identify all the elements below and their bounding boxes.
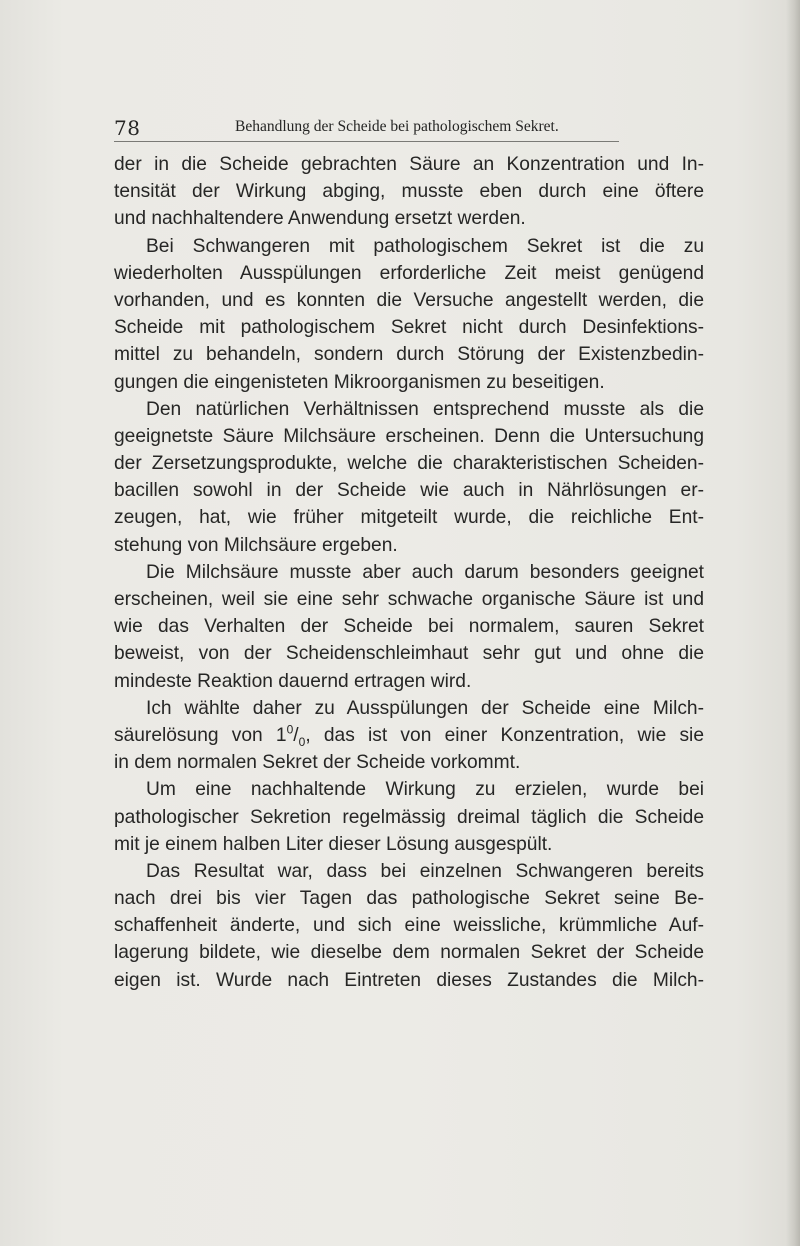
text-line: erscheinen, weil sie eine sehr schwache organische Säure ist und [114, 589, 704, 610]
text-line: schaffenheit änderte, und sich eine weissliche, krümmliche Auf- [114, 915, 704, 937]
paragraph [114, 559, 704, 695]
text-line: gungen die eingenisteten Mikroorganismen zu beseitigen. [114, 371, 605, 393]
text-line: Bei Schwangeren mit pathologischem Sekret ist die zu [146, 235, 704, 257]
text-line: pathologischer Sekretion regelmässig dreimal täglich die Scheide [114, 806, 704, 828]
text-line: Den natürlichen Verhältnissen entsprechend musste als die [146, 398, 704, 420]
percent-sup: 0 [286, 722, 294, 737]
paragraph [114, 695, 704, 777]
text-line: der Zersetzungsprodukte, welche die charakteristischen Scheiden- [114, 453, 704, 475]
paragraph [114, 858, 704, 994]
text-line: eigen ist. Wurde nach Eintreten dieses Zustandes die Milch- [114, 969, 704, 991]
text-line: Das Resultat war, dass bei einzelnen Schwangeren bereits [146, 860, 704, 882]
percent-sub: 0 [298, 734, 306, 749]
text-line-percent [114, 722, 704, 749]
percent-slash: / [293, 724, 299, 746]
text-line: beweist, von der Scheidenschleimhaut sehr gut und ohne die [114, 643, 704, 665]
text-line: lagerung bildete, wie dieselbe dem normalen Sekret der Scheide [114, 942, 704, 964]
running-head: Behandlung der Scheide bei pathologischem Sekret. [235, 118, 559, 135]
paragraph [114, 776, 704, 858]
header-rule [114, 141, 619, 142]
paragraph [114, 233, 704, 396]
text-line: zeugen, hat, wie früher mitgeteilt wurde, die reichliche Ent- [114, 507, 704, 529]
paragraph [114, 151, 704, 233]
text-line: geeignetste Säure Milchsäure erscheinen. Denn die Untersuchung [114, 425, 704, 447]
text-line: nach drei bis vier Tagen das pathologische Sekret seine Be- [114, 888, 704, 910]
text-line: wiederholten Ausspülungen erforderliche Zeit meist genügend [114, 262, 704, 284]
text-line: stehung von Milchsäure ergeben. [114, 534, 398, 556]
text-line: mittel zu behandeln, sondern durch Störung der Existenzbedin- [114, 344, 704, 366]
text-line: Ich wählte daher zu Ausspülungen der Scheide eine Milch- [146, 697, 704, 719]
text-line: Die Milchsäure musste aber auch darum besonders geeignet [146, 561, 704, 583]
text-line: mit je einem halben Liter dieser Lösung ausgespült. [114, 833, 553, 855]
text-line: der in die Scheide gebrachten Säure an Konzentration und In- [114, 154, 704, 175]
text-line: Um eine nachhaltende Wirkung zu erzielen, wurde bei [146, 779, 704, 801]
paragraph [114, 396, 704, 559]
page-header [114, 112, 614, 142]
body-text [114, 151, 704, 994]
text-line: in dem normalen Sekret der Scheide vorkommt. [114, 752, 521, 774]
text-line: vorhanden, und es konnten die Versuche angestellt werden, die [114, 289, 704, 311]
page-edge-shadow [786, 0, 800, 1246]
text-line: Scheide mit pathologischem Sekret nicht durch Desinfektions- [114, 317, 704, 339]
text-line: und nachhaltendere Anwendung ersetzt werden. [114, 208, 526, 230]
text-line: mindeste Reaktion dauernd ertragen wird. [114, 670, 472, 692]
page-number: 78 [114, 116, 141, 140]
text-line: tensität der Wirkung abging, musste eben durch eine öftere [114, 181, 704, 203]
text-line: wie das Verhalten der Scheide bei normalem, sauren Sekret [114, 616, 704, 638]
text-fragment: , das ist von einer Konzentration, wie sie [305, 724, 704, 746]
text-fragment: säurelösung von 1 [114, 724, 287, 746]
text-line: bacillen sowohl in der Scheide wie auch in Nährlösungen er- [114, 480, 704, 502]
